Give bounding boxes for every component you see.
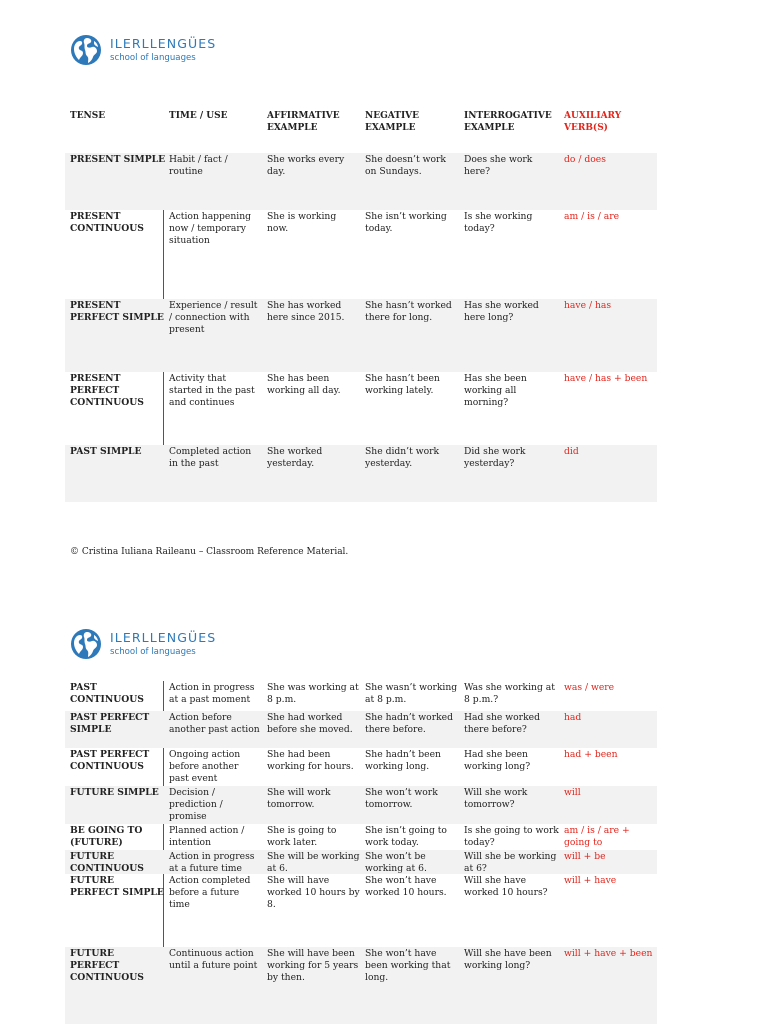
cell-affirmative: She was working at 8 p.m. <box>267 682 359 706</box>
cell-tense: FUTURE SIMPLE <box>70 787 159 798</box>
cell-affirmative: She will have worked 10 hours by 8. <box>267 875 360 911</box>
cell-affirmative: She has been working all day. <box>267 373 341 397</box>
cell-interrogative: Will she be working at 6? <box>464 851 557 875</box>
cell-use: Continuous action until a future point <box>169 948 258 972</box>
cell-tense: PRESENT PERFECT CONTINUOUS <box>70 373 144 409</box>
cell-affirmative: She will work tomorrow. <box>267 787 331 811</box>
logo-tagline: school of languages <box>110 646 196 657</box>
cell-negative: She won’t have worked 10 hours. <box>365 875 447 899</box>
logo <box>70 33 216 67</box>
table-row <box>65 299 657 372</box>
cell-tense: PRESENT PERFECT SIMPLE <box>70 300 164 324</box>
cell-affirmative: She works every day. <box>267 154 345 178</box>
cell-interrogative: Had she worked there before? <box>464 712 540 736</box>
cell-use: Action before another past action <box>169 712 260 736</box>
cell-auxiliary: am / is / are <box>564 211 620 222</box>
cell-auxiliary: had + been <box>564 749 618 760</box>
cell-interrogative: Is she working today? <box>464 211 533 235</box>
table-row <box>65 850 657 874</box>
cell-auxiliary: will + have + been <box>564 948 653 959</box>
cell-tense: PAST CONTINUOUS <box>70 682 144 706</box>
header-affirmative: AFFIRMATIVE EXAMPLE <box>267 111 340 134</box>
cell-affirmative: She has worked here since 2015. <box>267 300 345 324</box>
cell-tense: PAST SIMPLE <box>70 446 142 457</box>
cell-interrogative: Did she work yesterday? <box>464 446 526 470</box>
cell-use: Planned action / intention <box>169 825 245 849</box>
cell-auxiliary: will + have <box>564 875 617 886</box>
table-row <box>65 786 657 824</box>
cell-auxiliary: have / has <box>564 300 612 311</box>
cell-tense: BE GOING TO (FUTURE) <box>70 825 143 849</box>
cell-affirmative: She will be working at 6. <box>267 851 360 875</box>
cell-negative: She doesn’t work on Sundays. <box>365 154 446 178</box>
cell-interrogative: Is she going to work today? <box>464 825 559 849</box>
header-interrogative: INTERROGATIVE EXAMPLE <box>464 111 552 134</box>
cell-negative: She won’t have been working that long. <box>365 948 451 984</box>
cell-use: Action completed before a future time <box>169 875 251 911</box>
cell-negative: She hadn’t been working long. <box>365 749 441 773</box>
cell-negative: She hadn’t worked there before. <box>365 712 453 736</box>
cell-auxiliary: did <box>564 446 579 457</box>
cell-negative: She hasn’t been working lately. <box>365 373 440 397</box>
cell-affirmative: She had been working for hours. <box>267 749 354 773</box>
header-tense: TENSE <box>70 111 106 121</box>
globe-icon <box>70 627 102 661</box>
cell-negative: She wasn’t working at 8 p.m. <box>365 682 458 706</box>
header-time-use: TIME / USE <box>169 111 228 121</box>
table-row <box>65 874 657 947</box>
cell-interrogative: Has she worked here long? <box>464 300 539 324</box>
cell-tense: FUTURE PERFECT SIMPLE <box>70 875 164 899</box>
globe-icon <box>70 33 102 67</box>
table-row <box>65 947 657 1024</box>
cell-tense: FUTURE CONTINUOUS <box>70 851 144 875</box>
cell-auxiliary: have / has + been <box>564 373 648 384</box>
cell-use: Decision / prediction / promise <box>169 787 223 823</box>
table-row <box>65 711 657 748</box>
cell-affirmative: She had worked before she moved. <box>267 712 353 736</box>
footer-copyright: © Cristina Iuliana Raileanu – Classroom Reference Material. <box>70 547 349 557</box>
header-auxiliary: AUXILIARY VERB(S) <box>564 111 622 134</box>
cell-auxiliary: am / is / are + going to <box>564 825 630 849</box>
cell-use: Completed action in the past <box>169 446 252 470</box>
cell-use: Ongoing action before another past event <box>169 749 241 785</box>
header-negative: NEGATIVE EXAMPLE <box>365 111 420 134</box>
cell-tense: PRESENT CONTINUOUS <box>70 211 144 235</box>
logo-brand: ILERLLENGÜES <box>110 35 217 51</box>
table-row <box>65 748 657 786</box>
cell-negative: She isn’t going to work today. <box>365 825 447 849</box>
cell-use: Experience / result / connection with present <box>169 300 258 336</box>
cell-use: Action in progress at a future time <box>169 851 255 875</box>
cell-tense: PRESENT SIMPLE <box>70 154 166 165</box>
cell-auxiliary: had <box>564 712 582 723</box>
cell-affirmative: She will have been working for 5 years by then. <box>267 948 359 984</box>
logo-brand: ILERLLENGÜES <box>110 629 217 645</box>
logo <box>70 627 216 661</box>
cell-tense: FUTURE PERFECT CONTINUOUS <box>70 948 144 984</box>
table-header <box>65 110 657 150</box>
cell-use: Action in progress at a past moment <box>169 682 255 706</box>
cell-auxiliary: will + be <box>564 851 606 862</box>
table-row <box>65 372 657 445</box>
cell-use: Action happening now / temporary situation <box>169 211 252 247</box>
table-row <box>65 824 657 850</box>
cell-use: Habit / fact / routine <box>169 154 228 178</box>
cell-auxiliary: will <box>564 787 581 798</box>
table-row <box>65 153 657 210</box>
cell-auxiliary: do / does <box>564 154 606 165</box>
cell-tense: PAST PERFECT SIMPLE <box>70 712 150 736</box>
cell-negative: She won’t work tomorrow. <box>365 787 438 811</box>
cell-affirmative: She is going to work later. <box>267 825 337 849</box>
table-row <box>65 445 657 502</box>
cell-affirmative: She is working now. <box>267 211 337 235</box>
cell-interrogative: Was she working at 8 p.m.? <box>464 682 555 706</box>
cell-interrogative: Does she work here? <box>464 154 533 178</box>
cell-negative: She won’t be working at 6. <box>365 851 427 875</box>
cell-negative: She hasn’t worked there for long. <box>365 300 452 324</box>
cell-interrogative: Had she been working long? <box>464 749 531 773</box>
cell-affirmative: She worked yesterday. <box>267 446 323 470</box>
cell-negative: She didn’t work yesterday. <box>365 446 440 470</box>
table-row <box>65 210 657 299</box>
cell-interrogative: Will she work tomorrow? <box>464 787 528 811</box>
cell-interrogative: Will she have worked 10 hours? <box>464 875 548 899</box>
cell-auxiliary: was / were <box>564 682 615 693</box>
cell-use: Activity that started in the past and continues <box>169 373 255 409</box>
logo-tagline: school of languages <box>110 52 196 63</box>
cell-interrogative: Will she have been working long? <box>464 948 552 972</box>
cell-tense: PAST PERFECT CONTINUOUS <box>70 749 150 773</box>
table-row <box>65 681 657 711</box>
cell-negative: She isn’t working today. <box>365 211 447 235</box>
cell-interrogative: Has she been working all morning? <box>464 373 527 409</box>
